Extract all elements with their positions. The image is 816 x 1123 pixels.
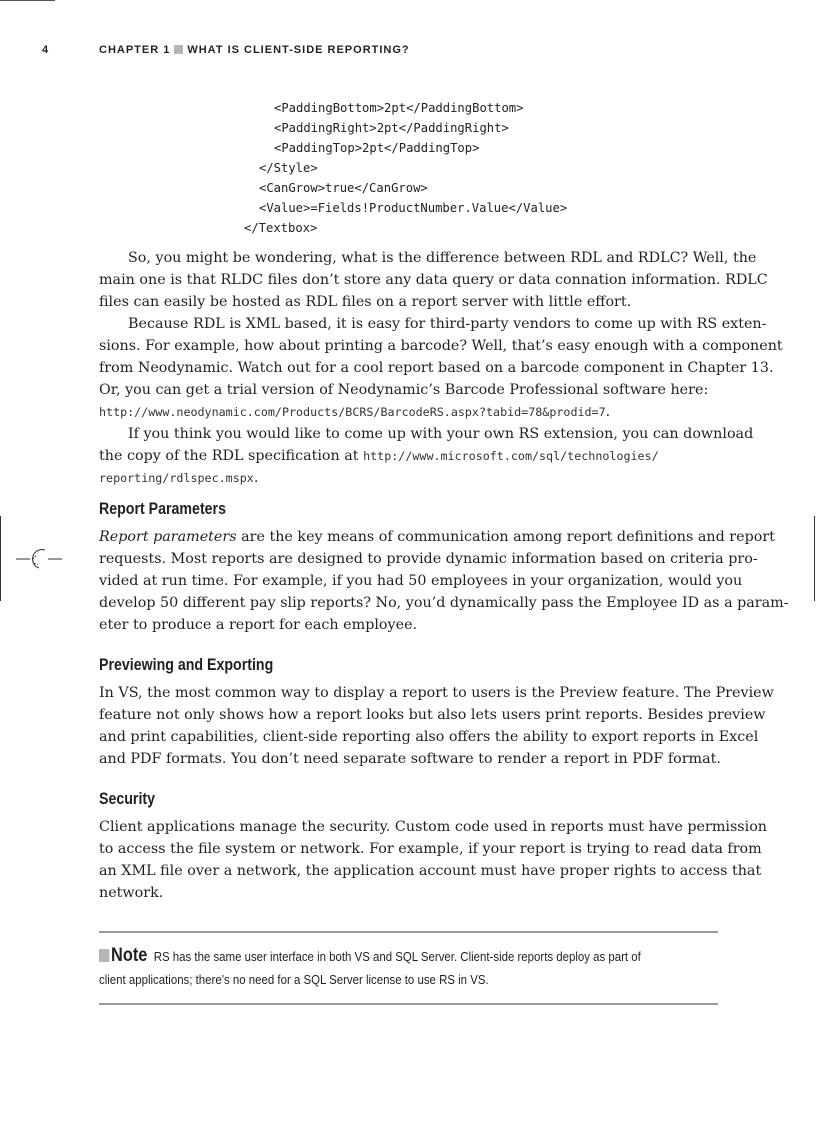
crop-mark-right — [814, 516, 815, 601]
code-line-6: <Value>=Fields!ProductNumber.Value</Value> — [259, 201, 568, 215]
body-text-line: Because RDL is XML based, it is easy for third-party vendors to come up with RS exten- — [128, 316, 767, 332]
chapter-title: WHAT IS CLIENT-SIDE REPORTING? — [187, 44, 410, 56]
section-heading-security: Security — [99, 790, 156, 808]
body-text-line: main one is that RLDC files don’t store any data query or data connation information. RDLC — [99, 272, 768, 288]
section-heading-previewing: Previewing and Exporting — [99, 656, 274, 674]
note-label: Note — [111, 945, 148, 966]
body-text-line: the copy of the RDL specification at http://www.microsoft.com/sql/technologies/ — [99, 448, 659, 464]
code-line-2: <PaddingRight>2pt</PaddingRight> — [274, 121, 509, 135]
rdl-spec-url-link-cont[interactable]: reporting/rdlspec.mspx — [99, 471, 254, 485]
body-text-line: requests. Most reports are designed to provide dynamic information based on criteria pro- — [99, 551, 758, 567]
code-line-5: <CanGrow>true</CanGrow> — [259, 181, 428, 195]
code-line-4: </Style> — [259, 161, 318, 175]
body-text-line: develop 50 different pay slip reports? No, you’d dynamically pass the Employee ID as a param- — [99, 595, 789, 611]
barcode-url-link[interactable]: http://www.neodynamic.com/Products/BCRS/BarcodeRS.aspx?tabid=78&prodid=7 — [99, 405, 606, 419]
body-text-line: http://www.neodynamic.com/Products/BCRS/BarcodeRS.aspx?tabid=78&prodid=7. — [99, 404, 611, 420]
body-text-line: Client applications manage the security. Custom code used in reports must have permission — [99, 819, 768, 835]
note-rule-bottom — [99, 1003, 718, 1005]
body-text-line: files can easily be hosted as RDL files on a report server with little effort. — [99, 294, 632, 310]
body-text-line: In VS, the most common way to display a report to users is the Preview feature. The Preview — [99, 685, 774, 701]
square-bullet-icon — [174, 45, 183, 54]
term-italic: Report parameters — [99, 529, 237, 545]
body-text-line: Report parameters are the key means of communication among report definitions and report — [99, 529, 775, 545]
section-heading-report-parameters: Report Parameters — [99, 500, 226, 518]
body-text-line: feature not only shows how a report looks but also lets users print reports. Besides preview — [99, 707, 766, 723]
page-number: 4 — [42, 44, 50, 56]
body-text-line: and PDF formats. You don’t need separate software to render a report in PDF format. — [99, 751, 721, 767]
chapter-heading — [99, 44, 410, 56]
body-text-line: eter to produce a report for each employee. — [99, 617, 418, 633]
body-text-line: vided at run time. For example, if you had 50 employees in your organization, would you — [99, 573, 743, 589]
body-text-line: sions. For example, how about printing a barcode? Well, that’s easy enough with a component — [99, 338, 783, 354]
note-line-2: client applications; there’s no need for a SQL Server license to use RS in VS. — [99, 972, 489, 987]
running-header — [42, 44, 762, 58]
note-rule-top — [99, 931, 718, 933]
body-text-line: So, you might be wondering, what is the difference between RDL and RDLC? Well, the — [128, 250, 757, 266]
registration-mark-icon — [16, 548, 62, 570]
crop-mark-top — [0, 0, 55, 1]
body-text-line: to access the file system or network. For example, if your report is trying to read data from — [99, 841, 762, 857]
body-text-line: network. — [99, 885, 164, 901]
chapter-label: CHAPTER 1 — [99, 44, 171, 56]
body-text-line: If you think you would like to come up with your own RS extension, you can download — [128, 426, 754, 442]
rdl-spec-url-link[interactable]: http://www.microsoft.com/sql/technologies/ — [363, 449, 659, 463]
code-line-3: <PaddingTop>2pt</PaddingTop> — [274, 141, 480, 155]
body-text-line: and print capabilities, client-side reporting also offers the ability to export reports in Excel — [99, 729, 759, 745]
crop-mark-left — [0, 516, 1, 601]
square-bullet-icon — [99, 949, 109, 962]
body-text-line: Or, you can get a trial version of Neodynamic’s Barcode Professional software here: — [99, 382, 709, 398]
note-line-1: Note RS has the same user interface in both VS and SQL Server. Client-side reports deploy as part of — [99, 945, 641, 967]
body-text-line: reporting/rdlspec.mspx. — [99, 470, 259, 486]
code-line-7: </Textbox> — [244, 221, 318, 235]
body-text-line: from Neodynamic. Watch out for a cool report based on a barcode component in Chapter 13. — [99, 360, 774, 376]
body-text-line: an XML file over a network, the application account must have proper rights to access that — [99, 863, 762, 879]
code-line-1: <PaddingBottom>2pt</PaddingBottom> — [274, 101, 524, 115]
